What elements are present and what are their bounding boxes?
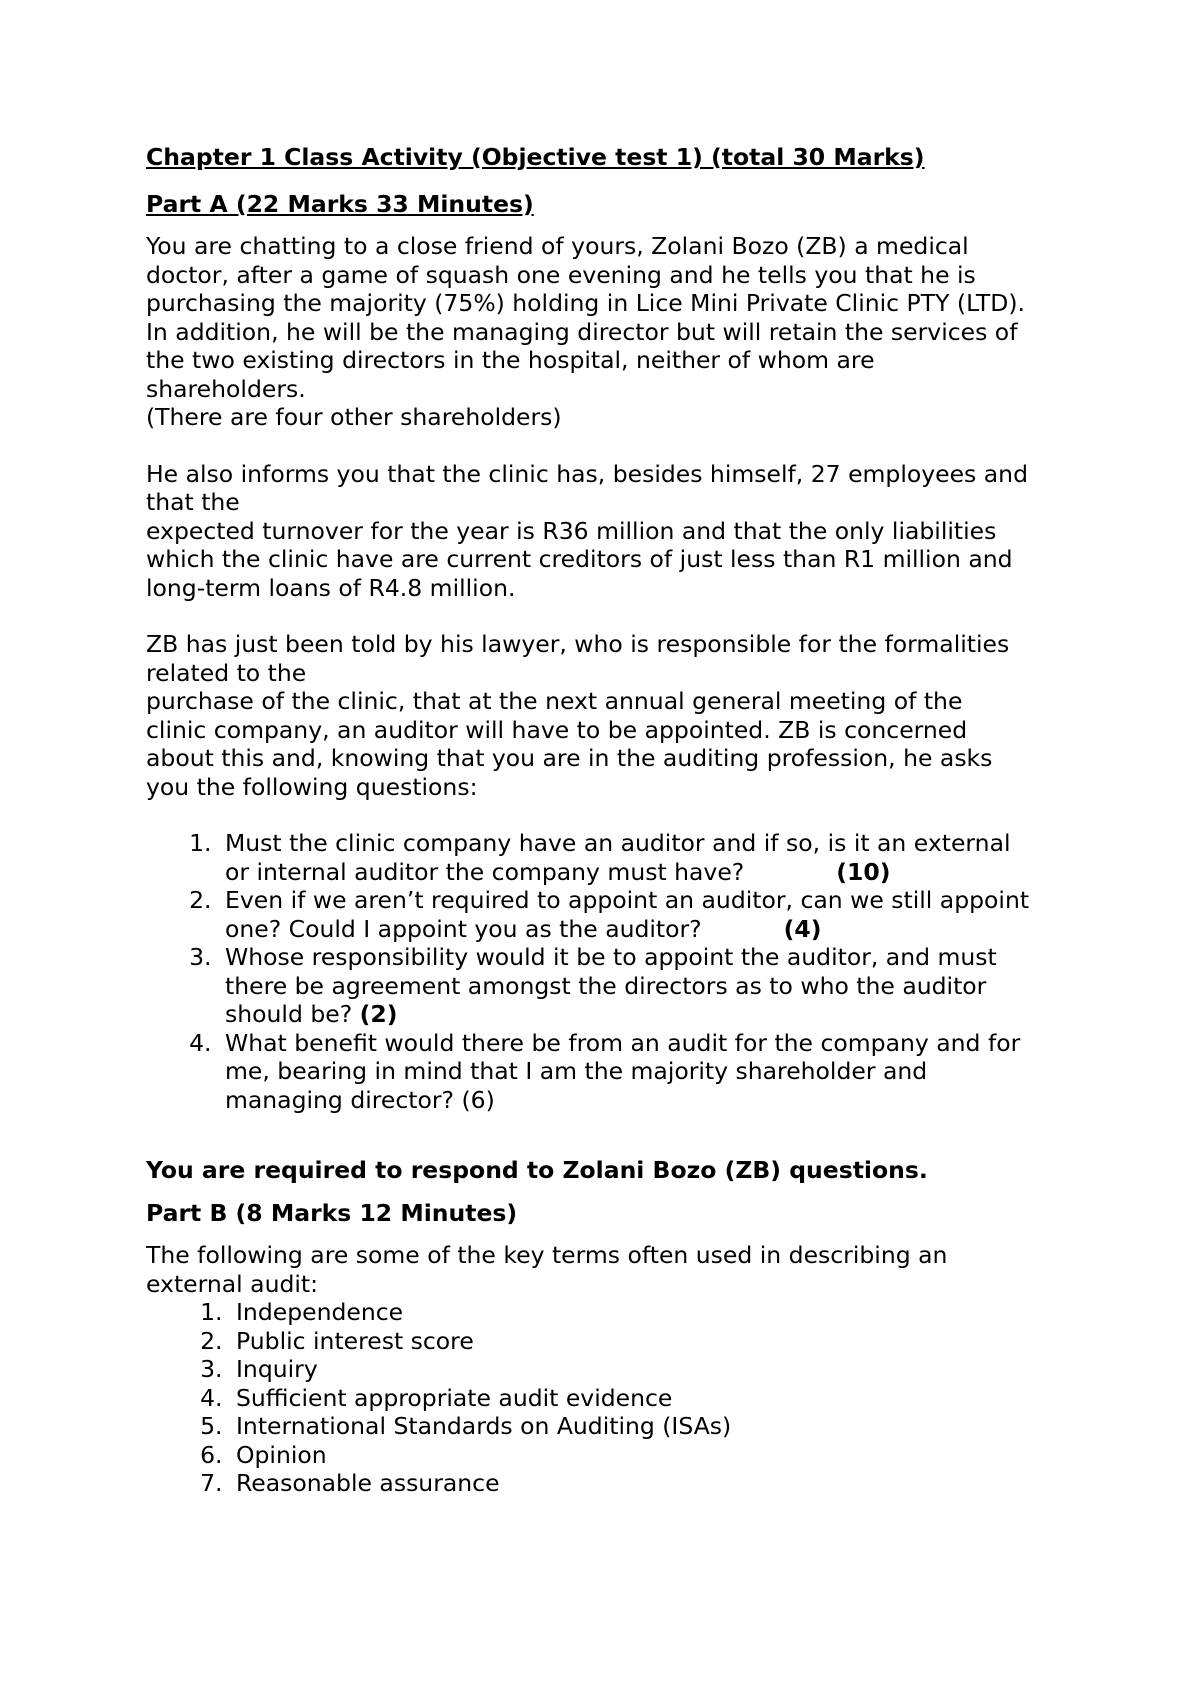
part-a-paragraph-3 xyxy=(146,630,1086,801)
part-a-paragraph-2 xyxy=(146,460,1086,603)
text-line: related to the xyxy=(146,658,307,687)
question-marks: (10) xyxy=(836,857,891,886)
text-line: purchase of the clinic, that at the next annual general meeting of the xyxy=(146,687,963,715)
list-item xyxy=(219,829,1086,886)
text-line: shareholders. xyxy=(146,374,306,403)
question-text: should be? xyxy=(225,1000,353,1028)
question-text: What benefit would there be from an audit for the company and for xyxy=(225,1028,1021,1057)
part-a-paragraph-1 xyxy=(146,232,1086,432)
text-line: about this and, knowing that you are in the auditing profession, he asks xyxy=(146,744,993,772)
document-title: Chapter 1 Class Activity (Objective test 1) (total 30 Marks) xyxy=(146,143,925,171)
list-item: 1. Independence xyxy=(230,1298,1086,1327)
list-item: 5. International Standards on Auditing (ISAs) xyxy=(230,1412,1086,1441)
text-line: which the clinic have are current creditors of just less than R1 million and xyxy=(146,545,1013,573)
text-line: external audit: xyxy=(146,1269,319,1298)
question-text: Must the clinic company have an auditor and if so, is it an external xyxy=(225,829,1011,857)
list-item: 2. Public interest score xyxy=(230,1327,1086,1356)
question-text: me, bearing in mind that I am the majority shareholder and xyxy=(225,1057,928,1085)
question-text: Even if we aren’t required to appoint an auditor, can we still appoint xyxy=(225,886,1030,914)
key-terms-list xyxy=(146,1298,1086,1498)
question-list xyxy=(146,829,1086,1114)
list-item xyxy=(219,943,1086,1029)
text-line: The following are some of the key terms often used in describing an xyxy=(146,1241,948,1269)
list-item: 3. Inquiry xyxy=(230,1355,1086,1384)
blank-line xyxy=(146,602,1086,630)
text-line: long-term loans of R4.8 million. xyxy=(146,573,516,602)
question-text: managing director? (6) xyxy=(225,1085,495,1114)
text-line: doctor, after a game of squash one evening and he tells you that he is xyxy=(146,260,976,289)
part-b-heading: Part B (8 Marks 12 Minutes) xyxy=(146,1198,518,1227)
list-item: 6. Opinion xyxy=(230,1441,1086,1470)
required-instruction: You are required to respond to Zolani Bozo (ZB) questions. xyxy=(146,1156,928,1184)
question-marks: (2) xyxy=(359,1000,398,1028)
question-text: Whose responsibility would it be to appoint the auditor, and must xyxy=(225,943,997,971)
text-line: purchasing the majority (75%) holding in Lice Mini Private Clinic PTY (LTD). xyxy=(146,289,1026,317)
list-item: 7. Reasonable assurance xyxy=(230,1469,1086,1498)
part-a-heading: Part A (22 Marks 33 Minutes) xyxy=(146,189,534,218)
question-text: there be agreement amongst the directors as to who the auditor xyxy=(225,971,987,1000)
text-line: clinic company, an auditor will have to be appointed. ZB is concerned xyxy=(146,715,968,744)
text-line: He also informs you that the clinic has, besides himself, 27 employees and xyxy=(146,459,1028,488)
question-text: one? Could I appoint you as the auditor? xyxy=(225,914,702,943)
text-line: the two existing directors in the hospital, neither of whom are xyxy=(146,346,875,374)
question-text: or internal auditor the company must have? xyxy=(225,857,745,886)
text-line: (There are four other shareholders) xyxy=(146,403,562,431)
part-b-intro xyxy=(146,1241,1086,1298)
list-item xyxy=(219,886,1086,943)
text-line: expected turnover for the year is R36 million and that the only liabilities xyxy=(146,516,997,545)
text-line: you the following questions: xyxy=(146,772,478,801)
text-line: that the xyxy=(146,488,240,516)
list-item: 4. Sufficient appropriate audit evidence xyxy=(230,1384,1086,1413)
list-item xyxy=(219,1029,1086,1115)
question-marks: (4) xyxy=(783,914,822,943)
text-line: You are chatting to a close friend of yours, Zolani Bozo (ZB) a medical xyxy=(146,232,969,260)
document-page xyxy=(146,143,1086,1498)
blank-line xyxy=(146,432,1086,460)
text-line: In addition, he will be the managing director but will retain the services of xyxy=(146,317,1018,346)
text-line: ZB has just been told by his lawyer, who is responsible for the formalities xyxy=(146,630,1010,658)
